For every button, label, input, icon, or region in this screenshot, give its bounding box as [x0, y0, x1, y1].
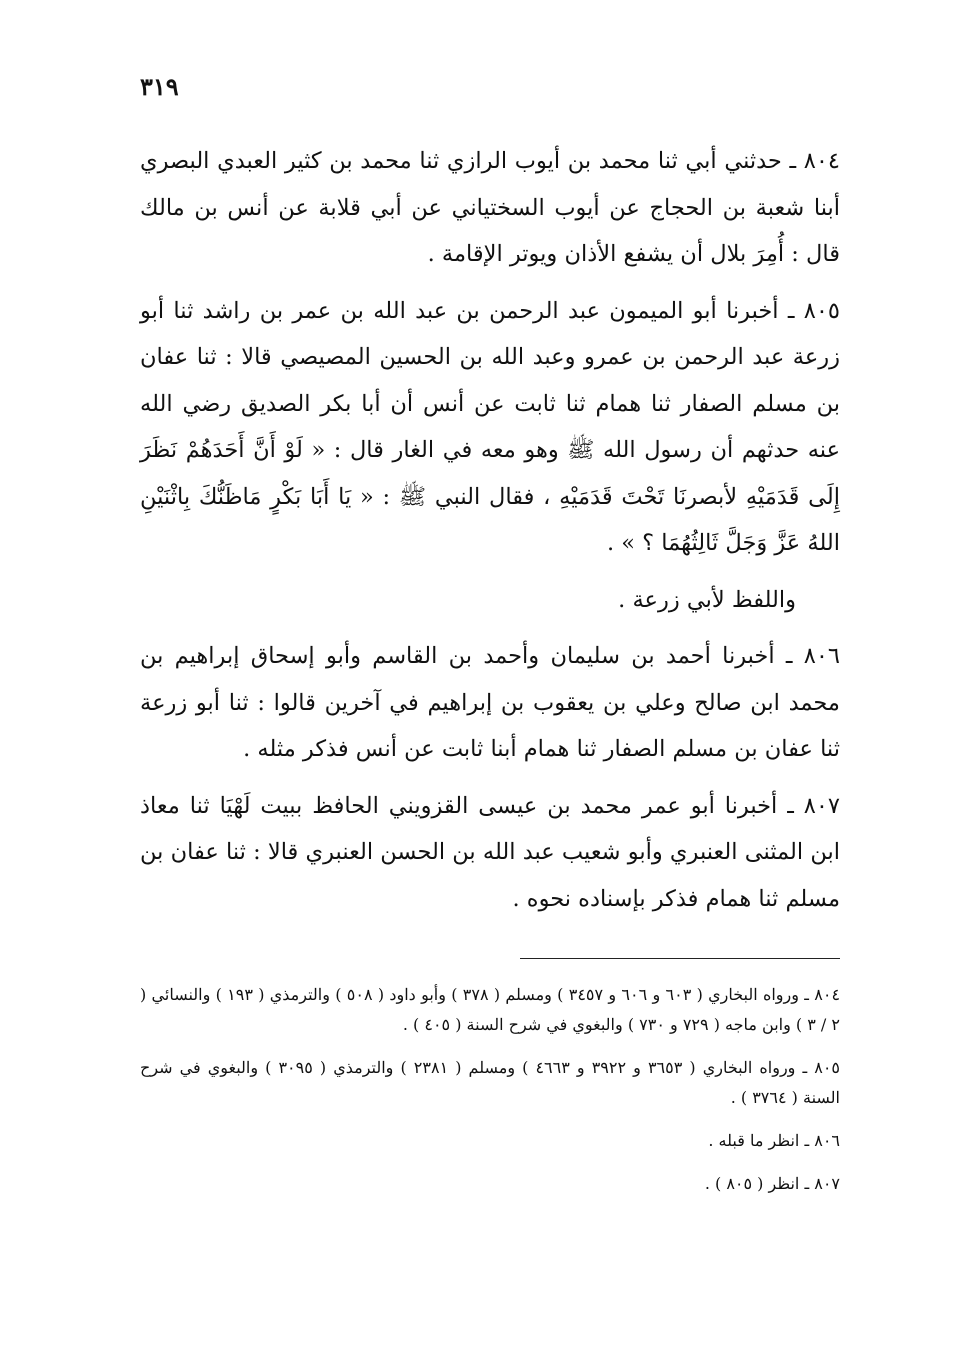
wording-note: واللفظ لأبي زرعة . — [618, 586, 796, 613]
hadith-806: ٨٠٦ ـ أخبرنا أحمد بن سليمان وأحمد بن القاسم وأبو إسحاق إبراهيم بن محمد ابن صالح وعلي بن يعقوب بن إبراهيم في آخرين قالوا : ثنا أبو زرعة ثنا عفان بن مسلم الصفار ثنا همام أبنا ثابت عن أنس فذكر مثله . — [140, 643, 840, 762]
footnote-807: ٨٠٧ ـ انظر ( ٨٠٥ ) . — [704, 1174, 840, 1193]
main-text — [140, 138, 840, 932]
hadith-805: ٨٠٥ ـ أخبرنا أبو الميمون عبد الرحمن بن عبد الله بن عمر بن راشد ثنا أبو زرعة عبد الرحمن بن عمرو وعبد الله بن الحسين المصيصي قالا : ثنا عفان بن مسلم الصفار ثنا همام ثنا ثابت عن أنس أن أبا بكر الصديق رضي الله عنه حدثهم أن رسول الله ﷺ وهو معه في الغار قال : « لَوْ أَنَّ أَحَدَهُمْ نَظَرَ إِلَى قَدَمَيْهِ لأبصرنَا تَحْتَ قَدَمَيْهِ ، فقال النبي ﷺ : « يَا أَبَا بَكْرٍ مَاظَنُّكَ بِاثْنَيْنِ اللهُ عَزَّ وَجَلَّ ثَالِثُهُمَا ؟ » . — [140, 297, 840, 556]
footnote-804: ٨٠٤ ـ ورواه البخاري ( ٦٠٣ و ٦٠٦ و ٣٤٥٧ ) ومسلم ( ٣٧٨ ) وأبو داود ( ٥٠٨ ) والترمذي ( ١٩٣ ) والنسائي ( ٢ / ٣ ) وابن ماجه ( ٧٢٩ و ٧٣٠ ) والبغوي في شرح السنة ( ٤٠٥ ) . — [140, 985, 841, 1034]
footnotes — [140, 980, 840, 1212]
hadith-807: ٨٠٧ ـ أخبرنا أبو عمر محمد بن عيسى القزويني الحافظ ببيت لَهْيَا ثنا معاذ ابن المثنى العنبري وأبو شعيب عبد الله بن الحسن العنبري قالا : ثنا عفان بن مسلم ثنا همام فذكر بإسناده نحوه . — [140, 792, 840, 912]
page-number: ٣١٩ — [140, 72, 179, 101]
hadith-804: ٨٠٤ ـ حدثني أبي ثنا محمد بن أيوب الرازي ثنا محمد بن كثير العبدي البصري أبنا شعبة بن الحجاج عن أيوب السختياني عن أبي قلابة عن أنس بن مالك قال : أُمِرَ بلال أن يشفع الأذان ويوتر الإقامة . — [140, 148, 840, 267]
footnote-806: ٨٠٦ ـ انظر ما قبله . — [708, 1131, 840, 1150]
footnote-divider — [520, 958, 840, 959]
footnote-805: ٨٠٥ ـ ورواه البخاري ( ٣٦٥٣ و ٣٩٢٢ و ٤٦٦٣ ) ومسلم ( ٢٣٨١ ) والترمذي ( ٣٠٩٥ ) والبغوي في شرح السنة ( ٣٧٦٤ ) . — [140, 1058, 840, 1107]
